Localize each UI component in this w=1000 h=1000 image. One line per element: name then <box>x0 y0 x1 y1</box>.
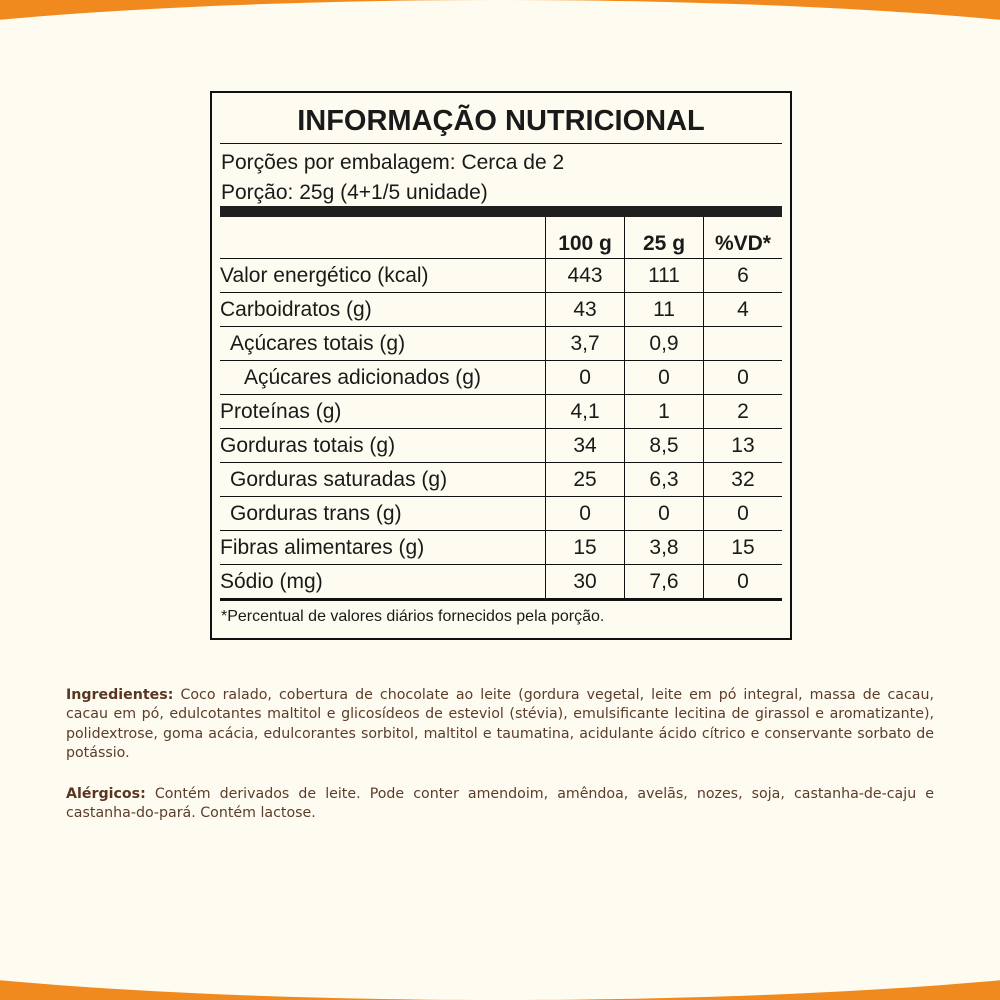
row-value-vd: 0 <box>703 361 782 395</box>
row-label: Açúcares adicionados (g) <box>220 361 545 395</box>
row-value-100g: 34 <box>545 429 624 463</box>
allergens-text: Contém derivados de leite. Pode conter amendoim, amêndoa, avelãs, nozes, soja, castanha-de-caju e castanha-do-pará. Contém lactose. <box>66 786 934 822</box>
panel-title: INFORMAÇÃO NUTRICIONAL <box>297 105 705 137</box>
row-value-100g: 3,7 <box>545 327 624 361</box>
table-row <box>220 259 782 293</box>
servings-per-package: Porções por embalagem: Cerca de 2 <box>221 151 565 174</box>
row-value-25g: 0 <box>625 361 704 395</box>
row-value-100g: 443 <box>545 259 624 293</box>
row-value-100g: 0 <box>545 497 624 531</box>
ingredients-label: Ingredientes: <box>66 687 174 703</box>
row-label: Gorduras saturadas (g) <box>220 463 545 497</box>
row-label: Valor energético (kcal) <box>220 259 545 293</box>
row-value-25g: 111 <box>625 259 704 293</box>
row-value-100g: 25 <box>545 463 624 497</box>
header-empty <box>220 217 545 259</box>
title-divider <box>220 143 782 144</box>
row-value-25g: 7,6 <box>625 565 704 600</box>
row-value-100g: 0 <box>545 361 624 395</box>
row-value-vd <box>703 327 782 361</box>
row-value-100g: 43 <box>545 293 624 327</box>
row-label: Gorduras trans (g) <box>220 497 545 531</box>
ingredients-text: Coco ralado, cobertura de chocolate ao leite (gordura vegetal, leite em pó integral, massa de cacau, cacau em pó, edulcotantes maltitol e glicosídeos de esteviol (stévia), emulsificante lecitina de girassol e aromatizante), polidextrose, goma acácia, edulcorantes sorbitol, maltitol e taumatina, acidulante ácido cítrico e conservante sorbato de potássio. <box>66 687 934 762</box>
table-row <box>220 293 782 327</box>
row-label: Carboidratos (g) <box>220 293 545 327</box>
row-value-100g: 15 <box>545 531 624 565</box>
footnote: *Percentual de valores diários fornecidos pela porção. <box>221 608 605 625</box>
row-value-100g: 4,1 <box>545 395 624 429</box>
table-row <box>220 565 782 600</box>
allergens-label: Alérgicos: <box>66 786 146 802</box>
row-value-25g: 3,8 <box>625 531 704 565</box>
allergens-paragraph <box>66 785 934 824</box>
row-label: Açúcares totais (g) <box>220 327 545 361</box>
row-label: Fibras alimentares (g) <box>220 531 545 565</box>
row-value-25g: 1 <box>625 395 704 429</box>
row-label: Gorduras totais (g) <box>220 429 545 463</box>
row-value-vd: 6 <box>703 259 782 293</box>
table-row <box>220 429 782 463</box>
row-value-25g: 0 <box>625 497 704 531</box>
table-row <box>220 531 782 565</box>
table-row <box>220 327 782 361</box>
row-value-vd: 2 <box>703 395 782 429</box>
row-value-vd: 13 <box>703 429 782 463</box>
table-row <box>220 395 782 429</box>
table-row <box>220 497 782 531</box>
header-100g: 100 g <box>545 217 624 259</box>
row-value-25g: 8,5 <box>625 429 704 463</box>
table-row <box>220 463 782 497</box>
row-value-25g: 0,9 <box>625 327 704 361</box>
serving-size: Porção: 25g (4+1/5 unidade) <box>221 181 488 204</box>
row-value-100g: 30 <box>545 565 624 600</box>
row-value-vd: 0 <box>703 497 782 531</box>
nutrition-table <box>220 217 782 601</box>
thick-divider <box>220 206 782 217</box>
row-value-vd: 4 <box>703 293 782 327</box>
row-value-25g: 6,3 <box>625 463 704 497</box>
row-label: Proteínas (g) <box>220 395 545 429</box>
row-value-25g: 11 <box>625 293 704 327</box>
table-header-row <box>220 217 782 259</box>
nutrition-facts-panel <box>210 91 792 640</box>
ingredients-paragraph <box>66 686 934 764</box>
row-value-vd: 32 <box>703 463 782 497</box>
table-row <box>220 361 782 395</box>
header-25g: 25 g <box>625 217 704 259</box>
row-value-vd: 0 <box>703 565 782 600</box>
header-vd: %VD* <box>703 217 782 259</box>
row-label: Sódio (mg) <box>220 565 545 600</box>
row-value-vd: 15 <box>703 531 782 565</box>
